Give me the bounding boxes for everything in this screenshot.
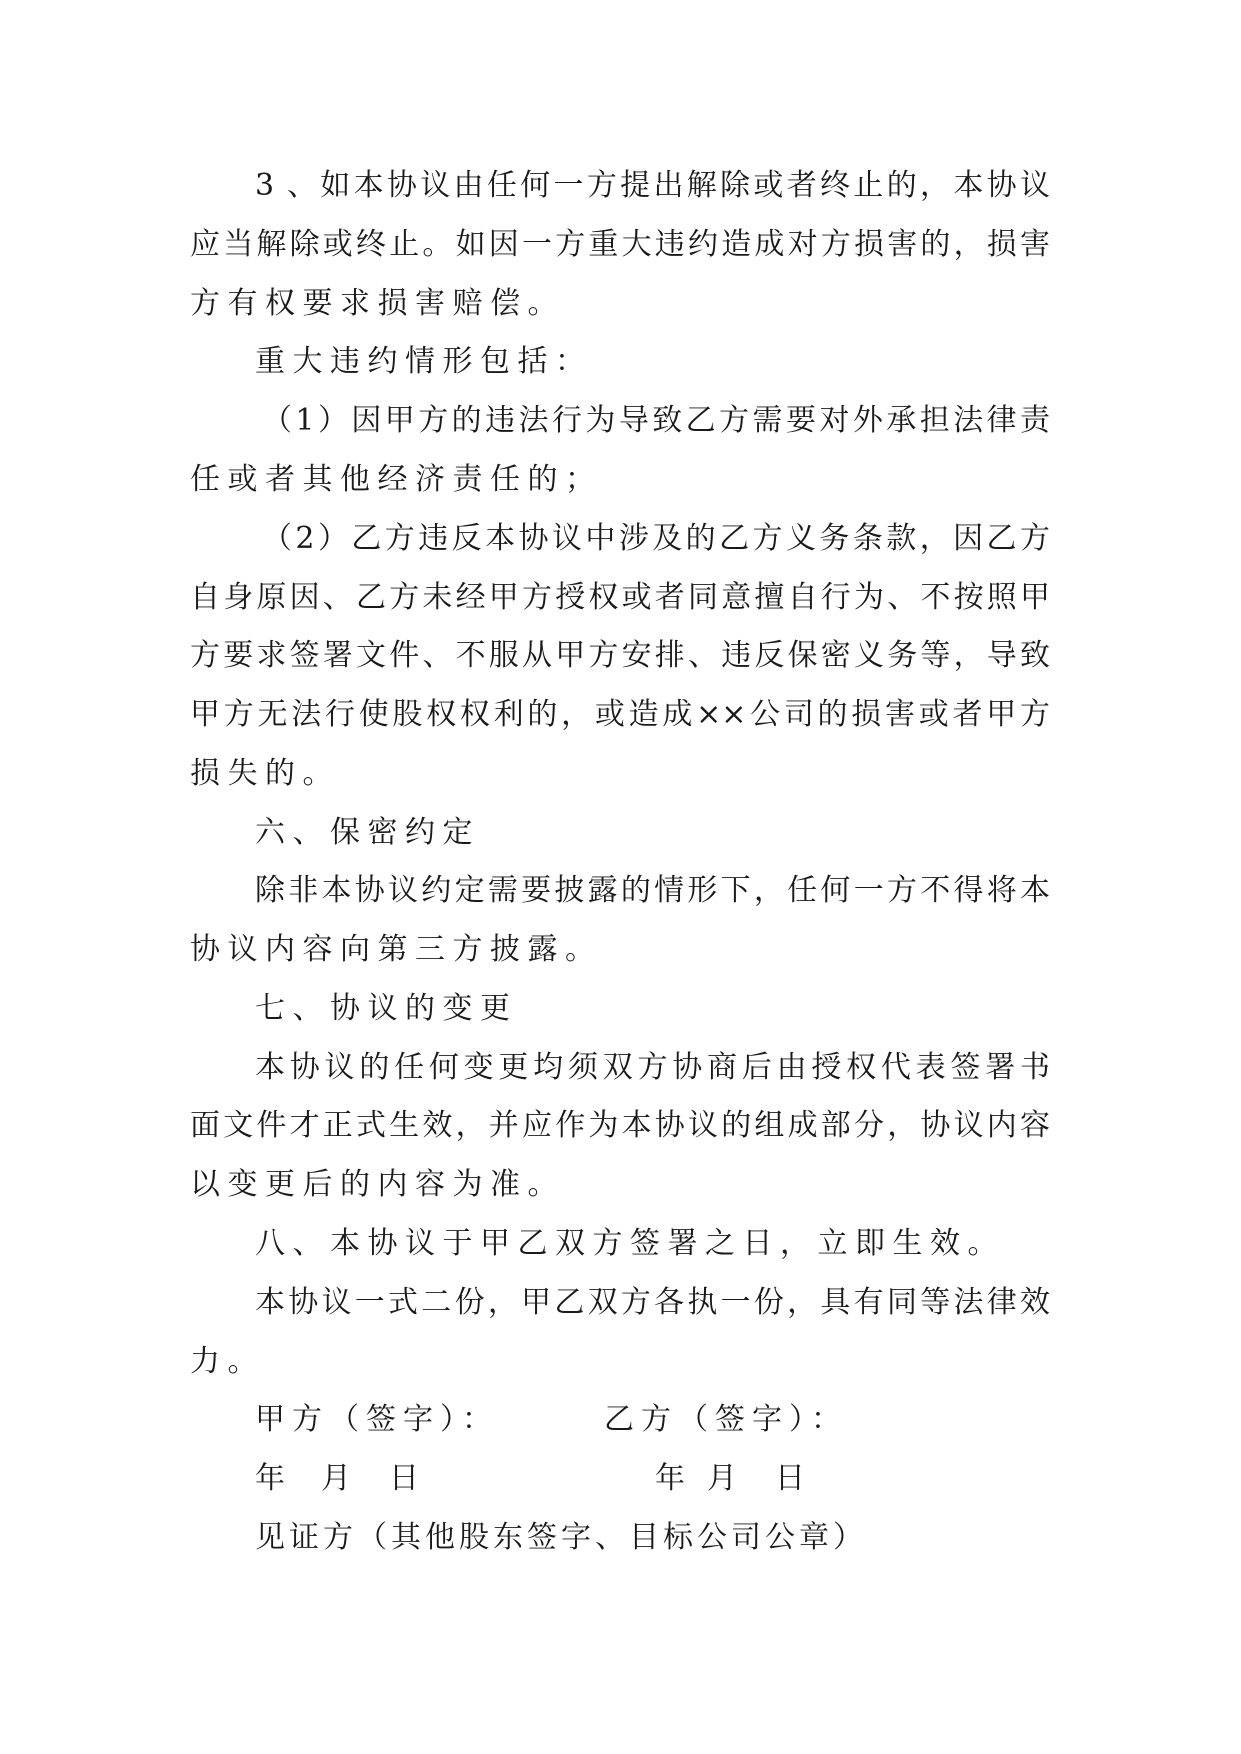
party-b-day-label: 日 [775,1461,805,1496]
copies-line-1: 本协议一式二份，甲乙双方各执一份，具有同等法律效 [255,1285,1050,1320]
breach-item-1-line-1: （1）因甲方的违法行为导致乙方需要对外承担法律责 [262,403,1050,438]
section-6-heading: 六、保密约定 [255,815,480,850]
clause-3-line-1: 3 、如本协议由任何一方提出解除或者终止的，本协议 [255,168,1050,203]
party-b-year-label: 年 [655,1461,685,1496]
breach-item-2-line-2: 自身原因、乙方未经甲方授权或者同意擅自行为、不按照甲 [190,580,1050,615]
breach-item-2-line-3: 方要求签署文件、不服从甲方安排、违反保密义务等，导致 [190,638,1050,673]
party-a-signature-label: 甲方（签字）： [255,1402,499,1437]
section-6-line-2: 协议内容向第三方披露。 [190,932,603,967]
section-8-line-1: 八、本协议于甲乙双方签署之日，立即生效。 [255,1226,1005,1261]
party-a-day-label: 日 [389,1461,419,1496]
party-a-year-label: 年 [255,1461,285,1496]
copies-line-2: 力。 [190,1344,265,1379]
clause-3-line-3: 方有权要求损害赔偿。 [190,286,565,321]
party-b-signature-label: 乙方（签字）： [604,1402,848,1437]
party-b-month-label: 月 [707,1461,737,1496]
section-6-line-1: 除非本协议约定需要披露的情形下，任何一方不得将本 [255,873,1050,908]
breach-item-2-line-1: （2）乙方违反本协议中涉及的乙方义务条款，因乙方 [262,521,1050,556]
section-7-line-1: 本协议的任何变更均须双方协商后由授权代表签署书 [255,1050,1050,1085]
breach-item-2-line-5: 损失的。 [190,756,340,791]
section-7-line-2: 面文件才正式生效，并应作为本协议的组成部分，协议内容 [190,1108,1050,1143]
party-a-date [255,1457,419,1501]
breach-item-1-line-2: 任或者其他经济责任的； [190,462,603,497]
witness-label: 见证方（其他股东签字、目标公司公章） [255,1520,867,1555]
section-7-line-3: 以变更后的内容为准。 [190,1167,565,1202]
party-b-date [655,1457,805,1501]
section-7-heading: 七、协议的变更 [255,991,518,1026]
clause-3-line-2: 应当解除或终止。如因一方重大违约造成对方损害的，损害 [190,227,1050,262]
breach-intro: 重大违约情形包括： [255,344,593,379]
breach-item-2-line-4: 甲方无法行使股权权利的，或造成××公司的损害或者甲方 [190,697,1050,732]
party-a-month-label: 月 [321,1461,351,1496]
